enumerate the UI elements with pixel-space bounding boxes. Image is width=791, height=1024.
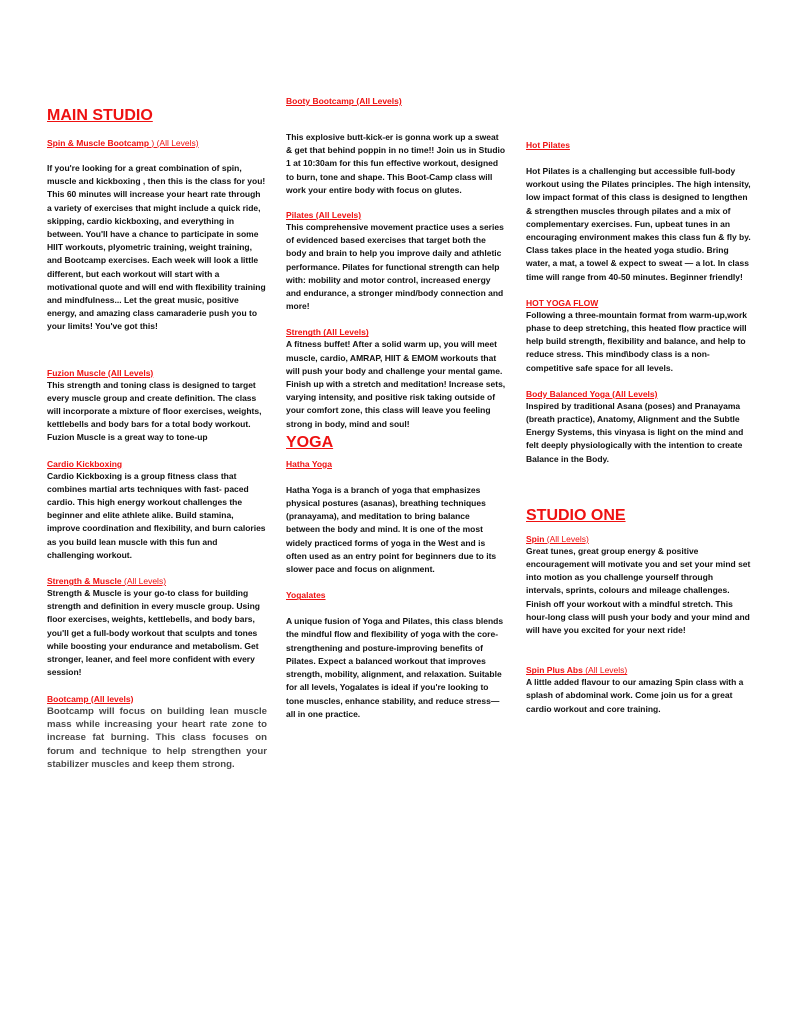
class-title-spin-muscle-bootcamp: Spin & Muscle Bootcamp ) (All Levels): [47, 138, 199, 148]
class-title-spin-plus-abs: Spin Plus Abs (All Levels): [526, 665, 628, 676]
class-title-hot-yoga-flow: HOT YOGA FLOW: [526, 297, 599, 308]
class-title-fuzion-muscle: Fuzion Muscle (All Levels): [47, 367, 154, 378]
class-title-pilates: Pilates (All Levels): [286, 210, 362, 221]
class-desc-spin: Great tunes, great group energy & positive encouragement will motivate you and set your mind set into motion as you challenge yourself through intervals, sprints, colours and mileage challenges. Finish off your workout with a mindful stretch. This hour-long class will push your body and your mind and will have you excited for your next ride!: [526, 545, 751, 636]
class-desc-hatha-yoga: Hatha Yoga is a branch of yoga that emphasizes physical postures (asanas), breathing techniques (pranayama), and meditation to bring balance between the body and mind. It is one of the most widely practiced forms of yoga in the West and is often used as an entry point for beginners due to its slower pace and focus on alignment.: [286, 484, 497, 575]
class-desc-cardio-kickboxing: Cardio Kickboxing is a group fitness class that combines martial arts techniques with fast- paced cardio. This high energy workout challenges the beginner and elite athlete alike. Build stamina, improve coordination and flexibility, and burn calories as you build lean muscle with this fun and challenging workout.: [47, 470, 266, 560]
class-title-yogalates: Yogalates: [286, 590, 326, 601]
class-desc-fuzion-muscle: This strength and toning class is designed to target every muscle group and create definition. The class will incorporate a mixture of floor exercises, weights, kettlebells and body bars for a total body workout. Fuzion Muscle is a great way to tone-up: [47, 379, 262, 443]
section-title-yoga: YOGA: [286, 433, 334, 451]
class-title-booty-bootcamp: Booty Bootcamp (All Levels): [286, 96, 402, 106]
class-title-hot-pilates: Hot Pilates: [526, 140, 570, 150]
class-desc-hot-pilates: Hot Pilates is a challenging but accessible full-body workout using the Pilates principles. The high intensity, low impact format of this class is designed to lengthen & strengthen muscles through pilates and a mix of complementary exercises. Fun, upbeat tunes in an encouraging environment makes this class fun & fly by. Class takes place in the heated yoga studio. Bring water, a mat, a towel & expect to sweat — a lot. In class time will range from 40-50 minutes. Beginner friendly!: [526, 166, 751, 282]
section-title-main-studio: MAIN STUDIO: [47, 107, 153, 124]
class-desc-body-balanced-yoga: Inspired by traditional Asana (poses) and Pranayama (breath practice), Anatomy, Alignment and the Subtle Energy Systems, this vinyasa is light on the mind and felt deeply physiologically with the intention to create Balance in the Body.: [526, 400, 744, 464]
class-title-body-balanced-yoga: Body Balanced Yoga (All Levels): [526, 388, 658, 399]
class-desc-pilates: This comprehensive movement practice uses a series of evidenced based exercises that target both the body and brain to help you improve daily and athletic performance. Pilates for functional strength can help with: mobility and motor control, increased energy and endurance, a stronger mind/body connection and more!: [286, 222, 504, 312]
class-desc-hot-yoga-flow: Following a three-mountain format from warm-up,work phase to deep stretching, this heated flow practice will help build strength, flexibility and balance, and help to reduce stress. This mind\body class is a non-competitive safe space for all levels.: [526, 309, 748, 373]
column-1: [47, 106, 267, 772]
class-desc-spin-muscle-bootcamp: If you're looking for a great combination of spin, muscle and kickboxing , then this is the class for you! This 60 minutes will increase your heart rate through a variety of exercises that might include a quick ride, skipping, cardio kickboxing, and everything in between. You'll have a chance to participate in some HIIT workouts, plyometric training, weight training, and Bootcamp exercises. Each week will look a little different, but each workout will start with a motivational quote and will end with flexibility training and mindfulness... Let the great music, positive energy, and amazing class camaraderie push you to your limits! You've got this!: [47, 163, 266, 332]
class-desc-bootcamp: Bootcamp will focus on building lean muscle mass while increasing your heart rate zone to increase fat burning. This class focuses on forum and technique to help strengthen your stabilizer muscles and keep them strong.: [47, 705, 267, 771]
class-desc-yogalates: A unique fusion of Yoga and Pilates, this class blends the mindful flow and flexibility of yoga with the core-strengthening and posture-improving benefits of Pilates. Expect a balanced workout that improves strength, mobility, alignment, and relaxation. Suitable for all levels, Yogalates is ideal if you're looking to tone muscles, enhance stability, and reduce stress—all in one practice.: [286, 616, 504, 719]
class-title-hatha-yoga: Hatha Yoga: [286, 458, 332, 469]
class-desc-strength: A fitness buffet! After a solid warm up, you will meet muscle, cardio, AMRAP, HIIT & EMOM workouts that will push your body and challenge your mental game. Finish up with a stretch and meditation! Increase sets, varying intensity, and positive risk taking outside of your comfort zone, this class will leave you feeling strong in body, mind and soul!: [286, 339, 506, 429]
section-title-studio-one: STUDIO ONE: [526, 506, 626, 524]
column-2: [286, 96, 506, 721]
column-3: [526, 140, 751, 716]
class-desc-booty-bootcamp: This explosive butt-kick-er is gonna work up a sweat & get that behind poppin in no time!! Join us in Studio 1 at 10:30am for this fun effective workout, designed to burn, tone and shape. This Boot-Camp class will work your entire body with focus on glutes.: [286, 132, 506, 195]
class-title-strength: Strength (All Levels): [286, 327, 369, 338]
class-title-bootcamp: Bootcamp (All levels): [47, 693, 134, 704]
class-title-strength-muscle: Strength & Muscle (All Levels): [47, 576, 167, 587]
class-desc-strength-muscle: Strength & Muscle is your go-to class for building strength and definition in every muscle group. Using floor exercises, weights, kettlebells, and body bars, you'll get a full-body workout that sculpts and tones while boosting your endurance and metabolism. Get stronger, leaner, and feel more confident with every session!: [47, 588, 260, 678]
class-title-cardio-kickboxing: Cardio Kickboxing: [47, 458, 123, 469]
class-desc-spin-plus-abs: A little added flavour to our amazing Spin class with a splash of abdominal work. Come join us for a great cardio workout and core training.: [526, 677, 744, 714]
class-title-spin: Spin (All Levels): [526, 533, 589, 544]
